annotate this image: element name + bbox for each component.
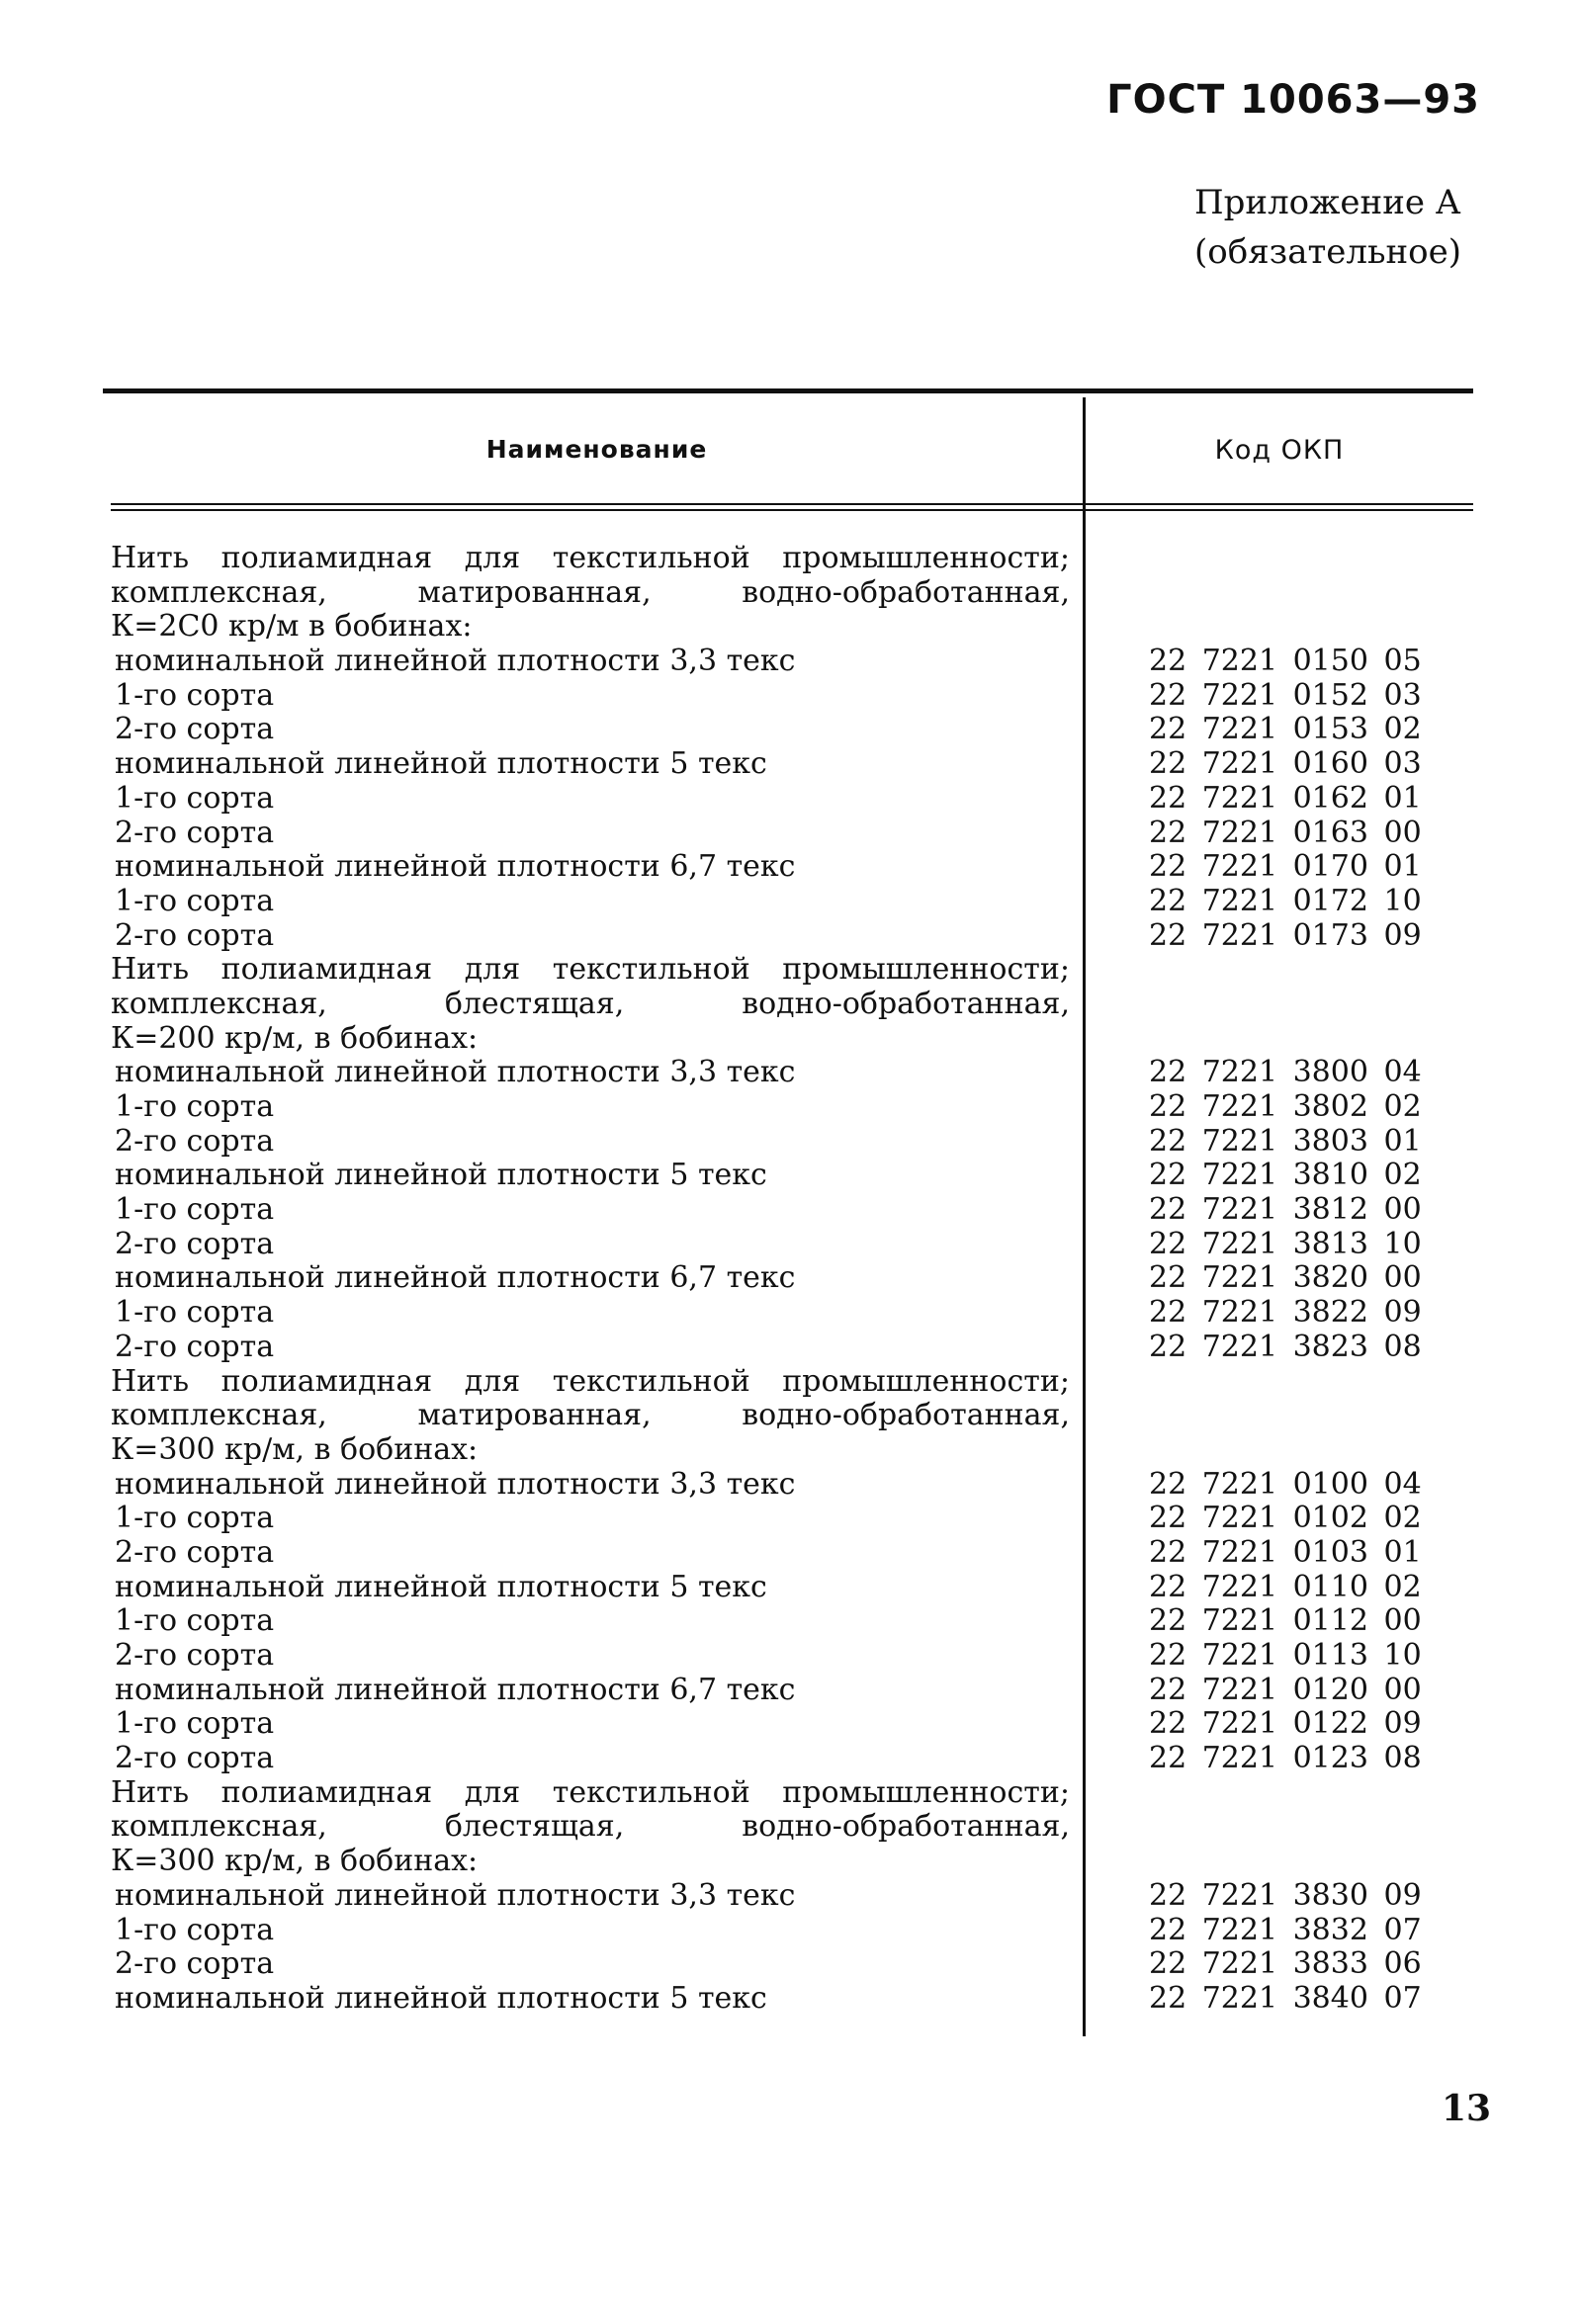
product-name-cell: номинальной линейной плотности 5 текс	[115, 1570, 767, 1604]
table-top-rule	[103, 388, 1473, 393]
product-name-cell: К=300 кр/м, в бобинах:	[111, 1432, 479, 1467]
annex-heading	[1194, 178, 1461, 277]
okp-code-cell: 22 7221 3802 02	[1149, 1090, 1422, 1124]
product-name-cell: К=200 кр/м, в бобинах:	[111, 1021, 479, 1056]
column-header-name: Наименование	[485, 435, 708, 464]
header-rule-lower	[111, 509, 1473, 511]
annex-title: Приложение А	[1194, 183, 1461, 222]
table-row	[111, 885, 1473, 919]
okp-code-cell: 22 7221 3823 08	[1149, 1330, 1422, 1364]
table-row	[111, 1433, 1473, 1468]
product-name-cell: комплексная, блестящая, водно-обработанная,	[111, 987, 1070, 1021]
okp-code-cell: 22 7221 3840 07	[1149, 1981, 1422, 2016]
column-header-code: Код ОКП	[1214, 435, 1345, 466]
product-name-cell: комплексная, матированная, водно-обработанная,	[111, 1399, 1070, 1433]
product-name-cell: Нить полиамидная для текстильной промышленности;	[111, 542, 1070, 575]
table-row	[111, 576, 1473, 611]
table-row	[111, 610, 1473, 645]
table-row	[111, 1365, 1473, 1400]
table-row	[111, 1331, 1473, 1365]
product-name-cell: 1-го сорта	[115, 678, 275, 713]
okp-code-cell: 22 7221 0112 00	[1149, 1604, 1422, 1639]
okp-code-cell: 22 7221 3813 10	[1149, 1227, 1422, 1261]
table-row	[111, 1776, 1473, 1811]
table-row	[111, 817, 1473, 851]
product-name-cell: номинальной линейной плотности 6,7 текс	[115, 1261, 796, 1296]
table-row	[111, 1947, 1473, 1982]
okp-code-cell: 22 7221 0173 09	[1149, 918, 1422, 953]
okp-code-cell: 22 7221 0100 04	[1149, 1467, 1422, 1502]
product-name-cell: 1-го сорта	[115, 1604, 275, 1639]
product-name-cell: 1-го сорта	[115, 884, 275, 918]
table-row	[111, 1056, 1473, 1090]
table-body	[111, 542, 1473, 2017]
product-name-cell: номинальной линейной плотности 5 текс	[115, 747, 767, 782]
table-row	[111, 747, 1473, 782]
okp-code-cell: 22 7221 0152 03	[1149, 678, 1422, 713]
okp-code-cell: 22 7221 3812 00	[1149, 1193, 1422, 1228]
product-name-cell: номинальной линейной плотности 5 текс	[115, 1159, 767, 1193]
product-name-cell: 2-го сорта	[115, 816, 275, 850]
product-name-cell: номинальной линейной плотности 3,3 текс	[115, 1878, 796, 1913]
table-row	[111, 850, 1473, 885]
product-name-cell: номинальной линейной плотности 3,3 текс	[115, 1467, 796, 1502]
okp-code-cell: 22 7221 0122 09	[1149, 1707, 1422, 1742]
table-row	[111, 953, 1473, 988]
okp-code-cell: 22 7221 3810 02	[1149, 1159, 1422, 1193]
product-name-cell: К=2С0 кр/м в бобинах:	[111, 610, 473, 645]
okp-code-cell: 22 7221 0153 02	[1149, 713, 1422, 747]
table-row	[111, 1707, 1473, 1742]
table-row	[111, 1639, 1473, 1674]
product-name-cell: номинальной линейной плотности 3,3 текс	[115, 645, 796, 679]
product-name-cell: 1-го сорта	[115, 1502, 275, 1536]
product-name-cell: 2-го сорта	[115, 1639, 275, 1673]
table-row	[111, 713, 1473, 747]
table-row	[111, 1296, 1473, 1331]
product-name-cell: 1-го сорта	[115, 781, 275, 816]
okp-code-cell: 22 7221 0163 00	[1149, 816, 1422, 850]
product-name-cell: 1-го сорта	[115, 1193, 275, 1228]
table-row	[111, 1674, 1473, 1708]
table-row	[111, 1845, 1473, 1879]
product-name-cell: Нить полиамидная для текстильной промышленности;	[111, 953, 1070, 988]
table-row	[111, 1604, 1473, 1639]
product-name-cell: 2-го сорта	[115, 1742, 275, 1776]
okp-code-cell: 22 7221 0120 00	[1149, 1673, 1422, 1707]
table-row	[111, 1571, 1473, 1605]
table-row	[111, 1914, 1473, 1948]
table-row	[111, 1879, 1473, 1914]
table-row	[111, 1982, 1473, 2017]
table-row	[111, 1810, 1473, 1845]
table-row	[111, 1742, 1473, 1776]
table-row	[111, 919, 1473, 954]
product-name-cell: Нить полиамидная для текстильной промышленности;	[111, 1775, 1070, 1810]
okp-code-cell: 22 7221 3803 01	[1149, 1124, 1422, 1159]
okp-code-cell: 22 7221 0123 08	[1149, 1742, 1422, 1776]
table-row	[111, 1502, 1473, 1536]
product-name-cell: 2-го сорта	[115, 1947, 275, 1982]
table-row	[111, 1022, 1473, 1057]
product-name-cell: номинальной линейной плотности 6,7 текс	[115, 1673, 796, 1707]
okp-code-cell: 22 7221 0103 01	[1149, 1535, 1422, 1570]
okp-code-cell: 22 7221 3820 00	[1149, 1261, 1422, 1296]
okp-code-cell: 22 7221 3833 06	[1149, 1947, 1422, 1982]
product-name-cell: номинальной линейной плотности 3,3 текс	[115, 1056, 796, 1090]
header-rule-upper	[111, 503, 1473, 505]
product-name-cell: 2-го сорта	[115, 1124, 275, 1159]
okp-code-cell: 22 7221 3800 04	[1149, 1056, 1422, 1090]
product-name-cell: 2-го сорта	[115, 1227, 275, 1261]
okp-code-cell: 22 7221 0160 03	[1149, 747, 1422, 782]
okp-code-cell: 22 7221 0172 10	[1149, 884, 1422, 918]
table-row	[111, 1125, 1473, 1160]
product-name-cell: 1-го сорта	[115, 1913, 275, 1947]
product-name-cell: 2-го сорта	[115, 713, 275, 747]
table-row	[111, 1090, 1473, 1125]
product-name-cell: К=300 кр/м, в бобинах:	[111, 1845, 479, 1879]
okp-code-cell: 22 7221 0150 05	[1149, 645, 1422, 679]
product-name-cell: 2-го сорта	[115, 1535, 275, 1570]
product-name-cell: Нить полиамидная для текстильной промышленности;	[111, 1364, 1070, 1399]
standard-designation: ГОСТ 10063—93	[1106, 77, 1480, 123]
okp-code-cell: 22 7221 0102 02	[1149, 1502, 1422, 1536]
table-row	[111, 988, 1473, 1022]
product-name-cell: номинальной линейной плотности 5 текс	[115, 1981, 767, 2016]
table-row	[111, 1536, 1473, 1571]
product-name-cell: 1-го сорта	[115, 1090, 275, 1124]
table-row	[111, 1399, 1473, 1433]
okp-code-cell: 22 7221 0170 01	[1149, 850, 1422, 885]
annex-note: (обязательное)	[1194, 232, 1462, 272]
product-name-cell: комплексная, матированная, водно-обработанная,	[111, 575, 1070, 610]
okp-code-cell: 22 7221 3832 07	[1149, 1913, 1422, 1947]
table-row	[111, 1193, 1473, 1228]
page-number: 13	[1442, 2088, 1492, 2129]
table-row	[111, 679, 1473, 714]
okp-code-cell: 22 7221 3822 09	[1149, 1296, 1422, 1331]
table-row	[111, 782, 1473, 817]
table-row	[111, 1159, 1473, 1193]
product-name-cell: 2-го сорта	[115, 1330, 275, 1364]
okp-code-cell: 22 7221 0162 01	[1149, 781, 1422, 816]
product-name-cell: 2-го сорта	[115, 918, 275, 953]
product-name-cell: 1-го сорта	[115, 1296, 275, 1331]
table-row	[111, 1261, 1473, 1296]
table-row	[111, 542, 1473, 576]
product-name-cell: 1-го сорта	[115, 1707, 275, 1742]
product-name-cell: комплексная, блестящая, водно-обработанная,	[111, 1810, 1070, 1845]
table-row	[111, 1228, 1473, 1262]
table-row	[111, 1468, 1473, 1503]
okp-code-cell: 22 7221 3830 09	[1149, 1878, 1422, 1913]
okp-code-cell: 22 7221 0110 02	[1149, 1570, 1422, 1604]
table-row	[111, 645, 1473, 679]
product-name-cell: номинальной линейной плотности 6,7 текс	[115, 850, 796, 885]
okp-code-cell: 22 7221 0113 10	[1149, 1639, 1422, 1673]
